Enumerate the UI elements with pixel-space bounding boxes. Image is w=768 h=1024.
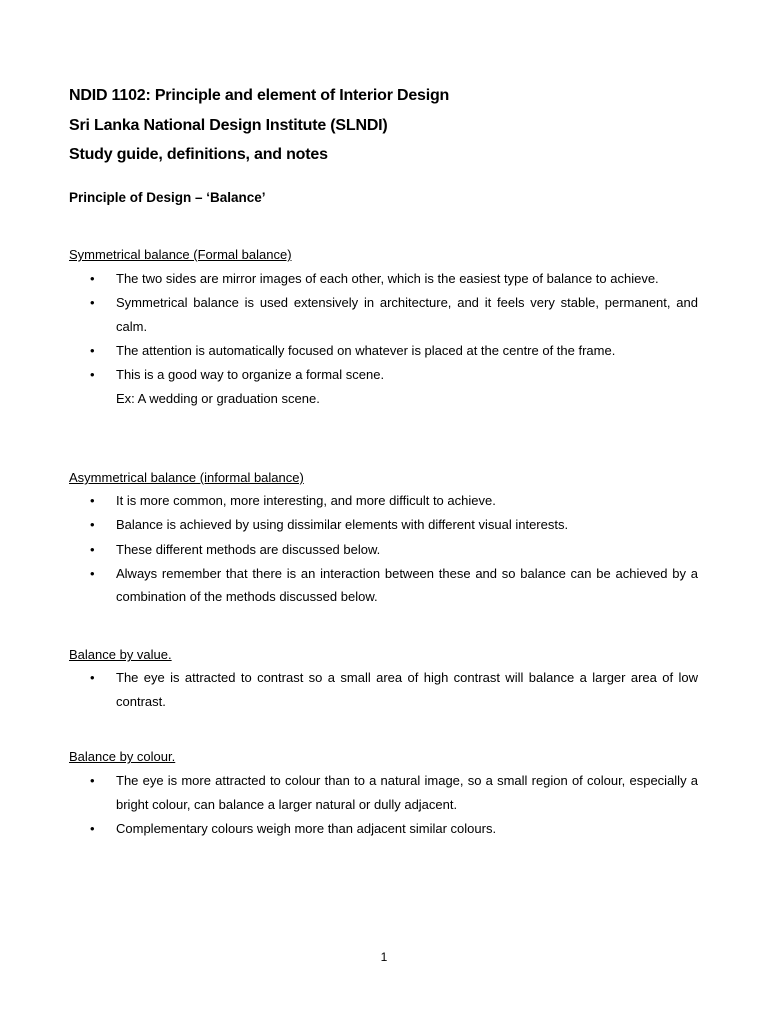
bullet-text: Complementary colours weigh more than adjacent similar colours. (116, 820, 497, 836)
bullet-text: Balance is achieved by using dissimilar elements with different visual interests. (116, 517, 569, 533)
list-item (69, 267, 698, 291)
bullet-text: This is a good way to organize a formal scene. (116, 367, 385, 383)
bullet-icon: • (90, 493, 95, 508)
bullet-text: It is more common, more interesting, and more difficult to achieve. (116, 493, 496, 508)
list-item (69, 489, 698, 513)
list-item (69, 817, 698, 841)
list-item (69, 291, 698, 338)
bullet-text: These different methods are discussed below. (116, 541, 381, 557)
bullet-text: Symmetrical balance is used extensively in architecture, and it feels very stable, permanent, and calm. (116, 295, 698, 334)
list-item (69, 562, 698, 609)
bullet-icon: • (90, 517, 95, 533)
document-subtitle: Study guide, definitions, and notes (69, 146, 328, 163)
page-number: 1 (380, 950, 388, 964)
bullet-icon: • (90, 820, 95, 836)
bullet-text: Always remember that there is an interaction between these and so balance can be achieved by a combination of the methods discussed below. (116, 565, 698, 605)
bullet-list-colour (69, 769, 698, 841)
bullet-icon: • (90, 343, 95, 359)
bullet-icon: • (90, 295, 95, 311)
document-title: NDID 1102: Principle and element of Interior Design (69, 87, 450, 104)
subheading-balance-by-colour: Balance by colour. (69, 749, 176, 764)
subheading-symmetrical-balance: Symmetrical balance (Formal balance) (69, 247, 292, 262)
bullet-list-symmetrical (69, 267, 698, 411)
bullet-list-value (69, 666, 698, 714)
institute-name: Sri Lanka National Design Institute (SLNDI) (69, 117, 388, 134)
bullet-text: The eye is more attracted to colour than to a natural image, so a small region of colour, especially a bright colour, can balance a larger natural or dully adjacent. (116, 773, 698, 812)
example-text: Ex: A wedding or graduation scene. (116, 390, 320, 406)
bullet-text: The attention is automatically focused on whatever is placed at the centre of the frame. (116, 343, 616, 359)
bullet-icon: • (90, 565, 95, 581)
list-item (69, 513, 698, 537)
list-item (69, 666, 698, 713)
list-item (69, 769, 698, 816)
bullet-icon: • (90, 541, 95, 557)
section-title: Principle of Design – ‘Balance’ (69, 190, 266, 205)
bullet-icon: • (90, 367, 95, 383)
subheading-asymmetrical-balance: Asymmetrical balance (informal balance) (69, 470, 304, 485)
subheading-balance-by-value: Balance by value. (69, 647, 172, 662)
bullet-list-asymmetrical (69, 489, 698, 610)
bullet-icon: • (90, 271, 95, 286)
bullet-icon: • (90, 670, 95, 685)
list-item (69, 538, 698, 562)
bullet-icon: • (90, 773, 95, 788)
bullet-text: The two sides are mirror images of each other, which is the easiest type of balance to achieve. (116, 271, 659, 286)
bullet-text: The eye is attracted to contrast so a small area of high contrast will balance a larger area of low contrast. (116, 670, 698, 709)
list-item (69, 339, 698, 363)
list-item (69, 363, 698, 410)
